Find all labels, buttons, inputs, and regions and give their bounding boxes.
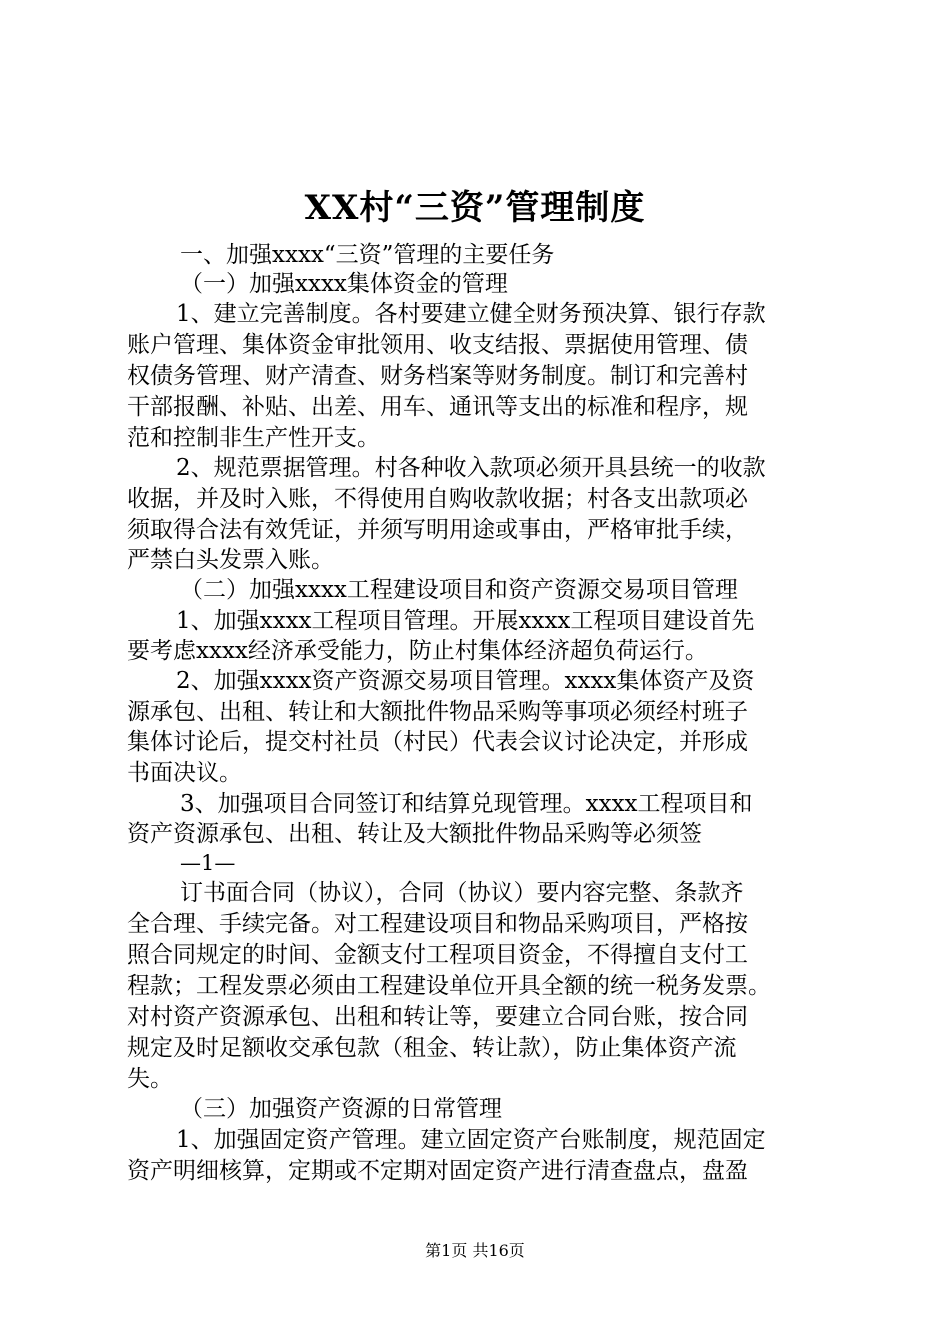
section-heading: 一、加强xxxx“三资”管理的主要任务 [180, 242, 555, 268]
paragraph-line: 范和控制非生产性开支。 [127, 425, 380, 451]
paragraph-line: 收据，并及时入账，不得使用自购收款收据；村各支出款项必 [127, 486, 748, 512]
paragraph-line: 失。 [127, 1066, 173, 1092]
paragraph-line: 全合理、手续完备。对工程建设项目和物品采购项目，严格按 [127, 911, 748, 937]
paragraph-line: 对村资产资源承包、出租和转让等，要建立合同台账，按合同 [127, 1004, 748, 1030]
document-title: XX村“三资”管理制度 [304, 188, 646, 228]
page-footer: 第1页 共16页 [425, 1241, 525, 1260]
paragraph-line: 程款；工程发票必须由工程建设单位开具全额的统一税务发票。 [127, 973, 771, 999]
paragraph-line: 干部报酬、补贴、出差、用车、通讯等支出的标准和程序，规 [127, 394, 748, 420]
paragraph-line: 1、建立完善制度。各村要建立健全财务预决算、银行存款 [176, 301, 766, 327]
paragraph-line: 1、加强固定资产管理。建立固定资产台账制度，规范固定 [176, 1127, 766, 1153]
paragraph-line: 权债务管理、财产清查、财务档案等财务制度。制订和完善村 [127, 363, 748, 389]
paragraph-line: 要考虑xxxx经济承受能力，防止村集体经济超负荷运行。 [127, 638, 708, 664]
paragraph-line: 资产资源承包、出租、转让及大额批件物品采购等必须签 [127, 821, 702, 847]
subsection-heading: （三）加强资产资源的日常管理 [180, 1096, 502, 1122]
paragraph-line: 订书面合同（协议），合同（协议）要内容完整、条款齐 [180, 880, 744, 906]
paragraph-line: 1、加强xxxx工程项目管理。开展xxxx工程项目建设首先 [176, 608, 755, 634]
paragraph-line: 2、加强xxxx资产资源交易项目管理。xxxx集体资产及资 [176, 668, 755, 694]
paragraph-line: 账户管理、集体资金审批领用、收支结报、票据使用管理、债 [127, 332, 748, 358]
paragraph-line: 照合同规定的时间、金额支付工程项目资金，不得擅自支付工 [127, 942, 748, 968]
paragraph-line: 严禁白头发票入账。 [127, 547, 334, 573]
subsection-heading: （一）加强xxxx集体资金的管理 [180, 271, 508, 297]
paragraph-line: 3、加强项目合同签订和结算兑现管理。xxxx工程项目和 [180, 791, 753, 817]
paragraph-line: 规定及时足额收交承包款（租金、转让款），防止集体资产流 [127, 1035, 737, 1061]
paragraph-line: 书面决议。 [127, 760, 242, 786]
paragraph-line: 2、规范票据管理。村各种收入款项必须开具县统一的收款 [176, 455, 766, 481]
paragraph-line: 须取得合法有效凭证，并须写明用途或事由，严格审批手续， [127, 517, 748, 543]
paragraph-line: 资产明细核算，定期或不定期对固定资产进行清查盘点，盘盈 [127, 1158, 748, 1184]
subsection-heading: （二）加强xxxx工程建设项目和资产资源交易项目管理 [180, 577, 738, 603]
paragraph-line: 集体讨论后，提交村社员（村民）代表会议讨论决定，并形成 [127, 729, 748, 755]
paragraph-line: 源承包、出租、转让和大额批件物品采购等事项必须经村班子 [127, 699, 748, 725]
page-marker: —1— [180, 851, 236, 875]
